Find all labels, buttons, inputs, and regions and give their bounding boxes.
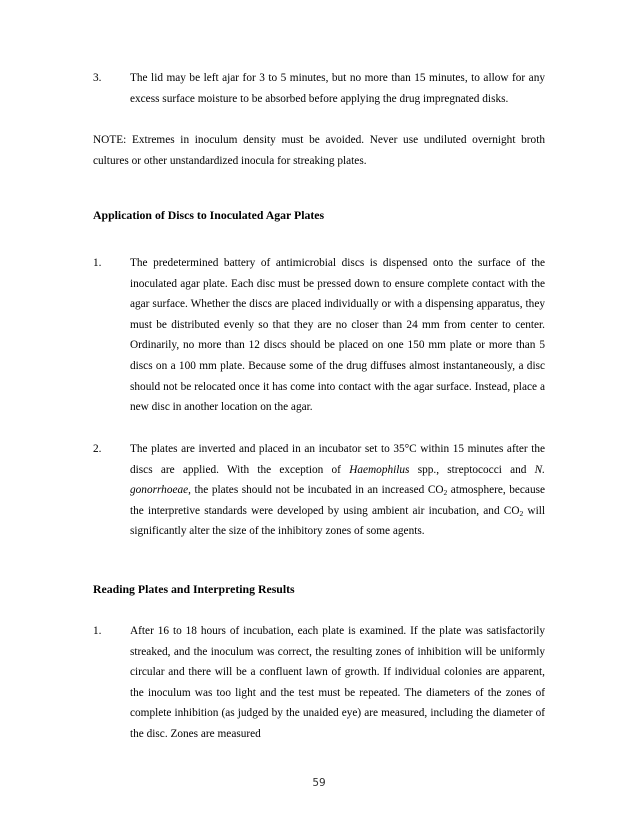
- text-run: , the plates should not be incubated in an increased CO: [188, 484, 444, 497]
- text-run: will significantly alter the size of the inhibitory zones of some agents.: [130, 504, 545, 538]
- list-item-text: After 16 to 18 hours of incubation, each plate is examined. If the plate was satisfactorily streaked, and the inoculum was correct, the resulting zones of inhibition will be uniformly circular and there will be a confluent lawn of growth. If individual colonies are apparent, the inoculum was too light and the test must be repeated. The diameters of the zones of complete inhibition (as judged by the unaided eye) are measured, including the diameter of the disc. Zones are measured: [130, 625, 545, 740]
- species-name: Haemophilus: [349, 463, 410, 476]
- list-item-text: The predetermined battery of antimicrobial discs is dispensed onto the surface of the inoculated agar plate. Each disc must be pressed down to ensure complete contact with the agar surface. Whether the discs are placed individually or with a dispensing apparatus, they must be distributed evenly so that they are no closer than 24 mm from center to center. Ordinarily, no more than 12 discs should be placed on one 150 mm plate or more than 5 discs on a 100 mm plate. Because some of the drug diffuses almost instantaneously, a disc should not be relocated once it has come into contact with the agar surface. Instead, place a new disc in another location on the agar.: [130, 257, 545, 414]
- section-heading: Application of Discs to Inoculated Agar Plates: [93, 208, 325, 222]
- subscript: 2: [443, 488, 448, 498]
- subscript: 2: [519, 508, 524, 518]
- text-run: The plates are inverted and placed in an incubator set to 35°C within 15 minutes after the discs are applied. With the exception of: [130, 443, 545, 476]
- list-number: 3.: [93, 72, 102, 84]
- list-item-text: The lid may be left ajar for 3 to 5 minutes, but no more than 15 minutes, to allow for any excess surface moisture to be absorbed before applying the drug impregnated disks.: [130, 72, 545, 105]
- list-number: 2.: [93, 443, 102, 455]
- note-paragraph: NOTE: Extremes in inoculum density must be avoided. Never use undiluted overnight broth cultures or other unstandardized inocula for streaking plates.: [93, 134, 545, 167]
- species-name: N. gonorrhoeae: [130, 463, 545, 497]
- page-number: 59: [312, 777, 326, 789]
- section-heading: Reading Plates and Interpreting Results: [93, 582, 295, 596]
- list-number: 1.: [93, 257, 102, 269]
- text-run: atmosphere, because the interpretive standards were developed by using ambient air incubation, and CO: [130, 484, 545, 517]
- text-run: spp., streptococci and: [409, 463, 535, 476]
- list-item-text: [130, 439, 545, 542]
- list-number: 1.: [93, 625, 102, 637]
